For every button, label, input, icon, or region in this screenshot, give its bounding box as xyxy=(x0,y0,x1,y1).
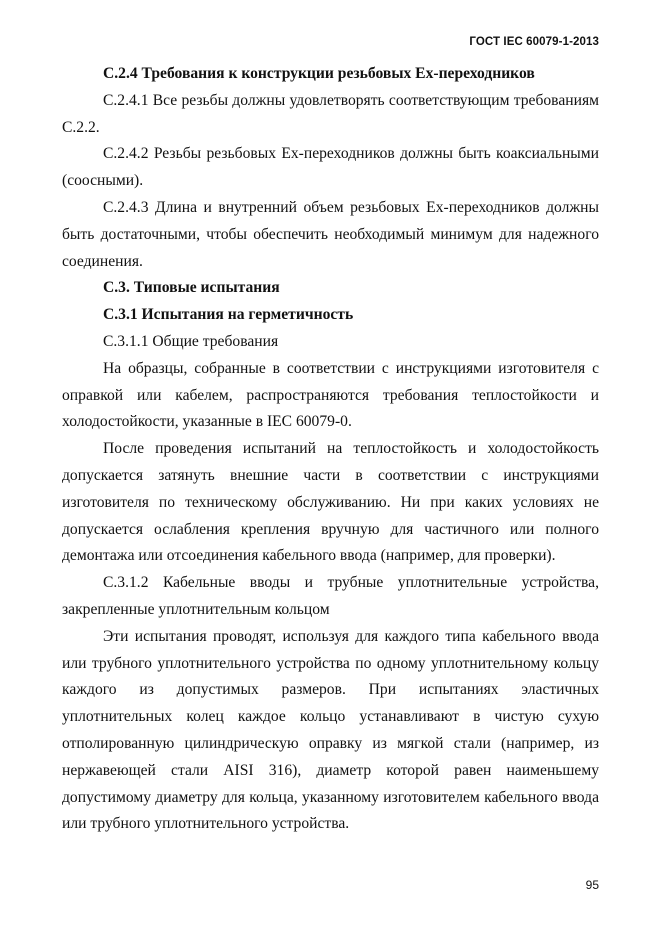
standard-header: ГОСТ IEC 60079-1-2013 xyxy=(469,36,599,48)
body-paragraph: Эти испытания проводят, используя для каждого типа кабельного ввода или трубного уплотнительного устройства по одному уплотнительному кольцу каждого из допустимых размеров. При испытаниях эластичных уплотнительных колец каждое кольцо устанавливают в чистую сухую отполированную цилиндрическую оправку из мягкой стали (например, из нержавеющей стали AISI 316), диаметр которой равен наименьшему допустимому диаметру для кольца, указанному изготовителем кабельного ввода или трубного уплотнительного устройства. xyxy=(62,627,599,833)
clause-c-2-4-1: С.2.4.1 Все резьбы должны удовлетворять соответствующим требованиям С.2.2. xyxy=(62,91,599,136)
document-body xyxy=(62,61,599,838)
section-heading-c-3-1: С.3.1 Испытания на герметичность xyxy=(103,306,354,324)
clause-c-3-1-2: С.3.1.2 Кабельные вводы и трубные уплотнительные устройства, закрепленные уплотнительным кольцом xyxy=(62,574,599,618)
clause-c-2-4-2: С.2.4.2 Резьбы резьбовых Ex-переходников должны быть коаксиальными (соосными). xyxy=(62,145,599,190)
section-heading-c-3: С.3. Типовые испытания xyxy=(103,279,280,297)
section-heading-c-2-4: С.2.4 Требования к конструкции резьбовых Ex-переходников xyxy=(103,65,535,82)
body-paragraph: После проведения испытаний на теплостойкость и холодостойкость допускается затянуть внешние части в соответствии с инструкциями изготовителя по техническому обслуживанию. Ни при каких условиях не допускается ослабления крепления вручную для частичного или полного демонтажа или отсоединения кабельного ввода (например, для проверки). xyxy=(62,440,599,565)
clause-c-3-1-1: С.3.1.1 Общие требования xyxy=(103,332,279,350)
clause-c-2-4-3: С.2.4.3 Длина и внутренний объем резьбовых Ex-переходников должны быть достаточными, чтобы обеспечить необходимый минимум для надежного соединения. xyxy=(62,198,599,270)
body-paragraph: На образцы, собранные в соответствии с инструкциями изготовителя с оправкой или кабелем, распространяются требования теплостойкости и холодостойкости, указанные в IEC 60079-0. xyxy=(62,359,599,431)
page-number: 95 xyxy=(585,878,599,892)
